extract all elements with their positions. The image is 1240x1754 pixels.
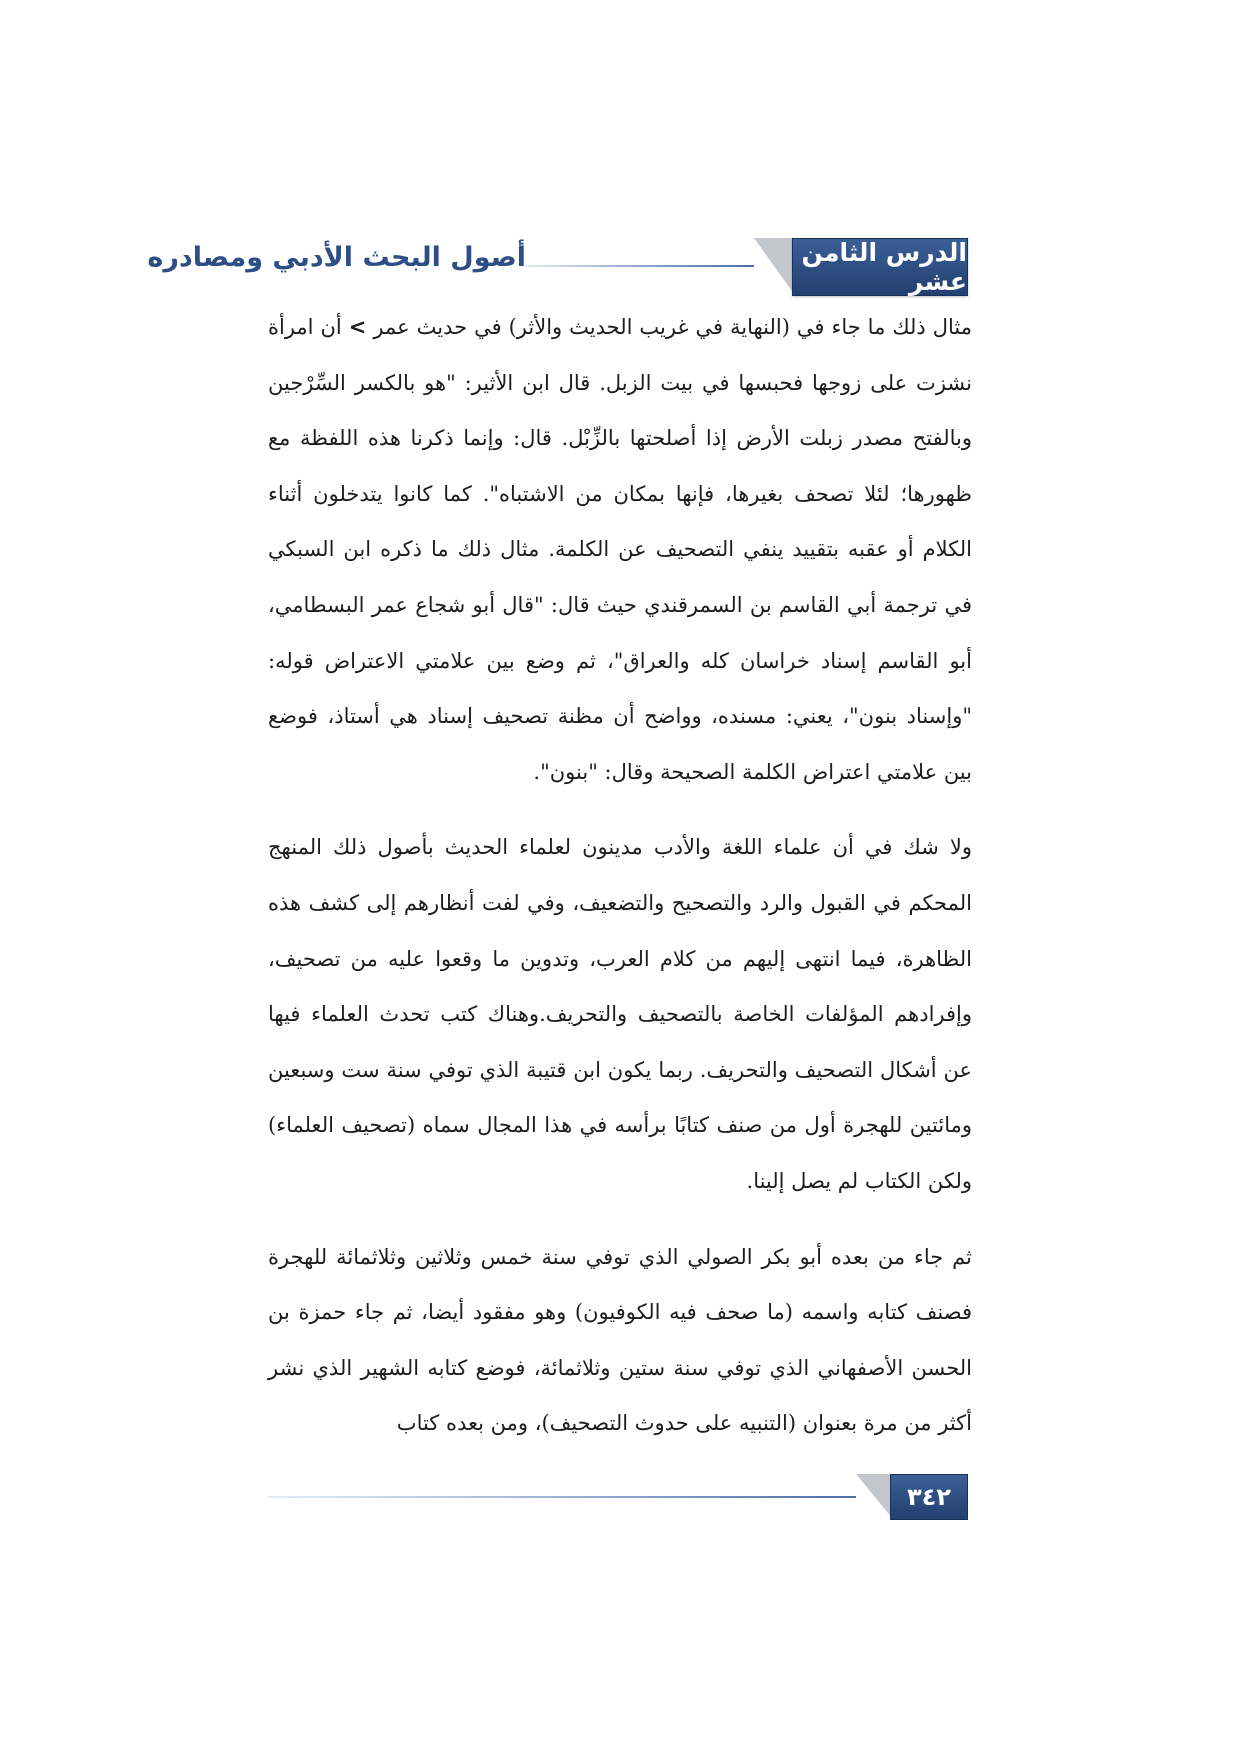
- paragraph-3: ثم جاء من بعده أبو بكر الصولي الذي توفي سنة خمس وثلاثين وثلاثمائة للهجرة فصنف كتابه واسمه (ما صحف فيه الكوفيون) وهو مفقود أيضا، ثم جاء حمزة بن الحسن الأصفهاني الذي توفي سنة ستين وثلاثمائة، فوضع كتابه الشهير الذي نشر أكثر من مرة بعنوان (التنبيه على حدوث التصحيف)، ومن بعده كتاب: [268, 1244, 972, 1436]
- header-badge-wedge: [754, 238, 794, 294]
- page-number: ٣٤٢: [890, 1474, 968, 1520]
- paragraph-2: ولا شك في أن علماء اللغة والأدب مدينون لعلماء الحديث بأصول ذلك المنهج المحكم في القبول والرد والتصحيح والتضعيف، وفي لفت أنظارهم إلى كشف هذه الظاهرة، فيما انتهى إليهم من كلام العرب، وتدوين ما وقعوا عليه من تصحيف، وإفرادهم المؤلفات الخاصة بالتصحيف والتحريف.وهناك كتب تحدث العلماء فيها عن أشكال التصحيف والتحريف. ربما يكون ابن قتيبة الذي توفي سنة ست وسبعين ومائتين للهجرة أول من صنف كتابًا برأسه في هذا المجال سماه (تصحيف العلماء) ولكن الكتاب لم يصل إلينا.: [268, 835, 972, 1193]
- honorific-symbol: >: [348, 315, 367, 339]
- paragraph-1-part-1: مثال ذلك ما جاء في (النهاية في غريب الحديث والأثر) في حديث عمر: [373, 315, 972, 339]
- lesson-badge: الدرس الثامن عشر: [792, 238, 968, 296]
- page-header: [147, 238, 968, 296]
- paragraph-1-part-2: أن امرأة نشزت على زوجها فحبسها في بيت الزبل. قال ابن الأثير: "هو بالكسر السِّرْجين وبالفتح مصدر زبلت الأرض إذا أصلحتها بالزِّبْل. قال: وإنما ذكرنا هذه اللفظة مع ظهورها؛ لئلا تصحف بغيرها، فإنها بمكان من الاشتباه". كما كانوا يتدخلون أثناء الكلام أو عقبه بتقييد ينفي التصحيف عن الكلمة. مثال ذلك ما ذكره ابن السبكي في ترجمة أبي القاسم بن السمرقندي حيث قال: "قال أبو شجاع عمر البسطامي، أبو القاسم إسناد خراسان كله والعراق"، ثم وضع بين علامتي الاعتراض قوله: "وإسناد بنون"، يعني: مسنده، وواضح أن مظنة تصحيف إسناد هي أستاذ، فوضع بين علامتي اعتراض الكلمة الصحيحة وقال: "بنون".: [268, 315, 972, 784]
- page-body: [268, 300, 972, 1452]
- footer-divider: [268, 1496, 856, 1498]
- header-divider: [526, 265, 754, 267]
- page-number-wedge: [856, 1474, 892, 1518]
- book-title: أصول البحث الأدبي ومصادره: [147, 242, 526, 273]
- paragraph-1: [268, 300, 972, 800]
- page-footer: [268, 1474, 968, 1520]
